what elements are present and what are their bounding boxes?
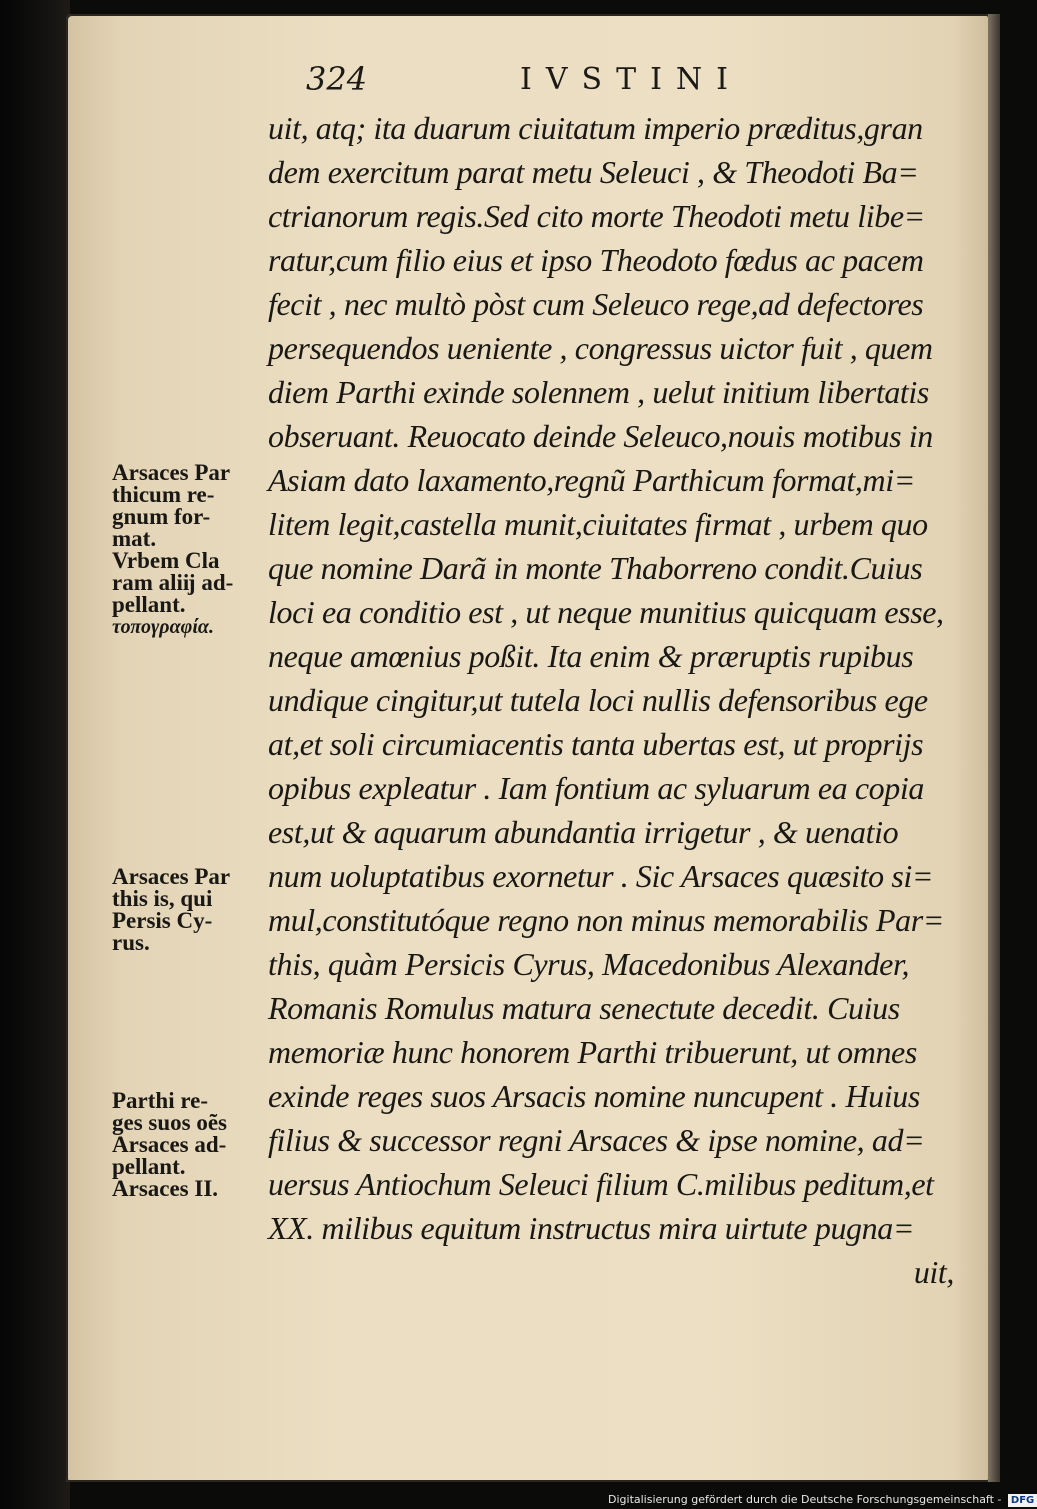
text-line: litem legit,castella munit,ciuitates firmat , urbem quo <box>268 506 928 542</box>
marginal-line: pellant. <box>112 592 186 617</box>
main-text-block <box>268 106 976 1294</box>
marginal-line: ges suos oẽs <box>112 1110 228 1135</box>
text-line: uit, atq; ita duarum ciuitatum imperio præditus,gran <box>268 110 923 146</box>
text-line: loci ea conditio est , ut neque munitius quicquam esse, <box>268 594 944 630</box>
marginal-line: mat. <box>112 526 157 551</box>
marginal-line: pellant. <box>112 1154 186 1179</box>
text-line: Romanis Romulus matura senectute decedit. Cuius <box>268 990 900 1026</box>
text-line: mul,constitutóque regno non minus memorabilis Par= <box>268 902 944 938</box>
text-line: opibus expleatur . Iam fontium ac syluarum ea copia <box>268 770 924 806</box>
marginal-greek-note: τοπογραφία. <box>112 616 214 638</box>
marginal-line: Arsaces Par <box>112 460 231 485</box>
text-line: memoriæ hunc honorem Parthi tribuerunt, ut omnes <box>268 1034 917 1070</box>
page-right-edge <box>988 14 1000 1482</box>
text-line: ratur,cum filio eius et ipso Theodoto fœdus ac pacem <box>268 242 924 278</box>
marginal-note-arsaces-kingdom <box>112 462 270 638</box>
page-header <box>306 60 806 100</box>
running-head: IVSTINI <box>520 62 743 97</box>
scan-left-shadow <box>0 0 70 1509</box>
text-line: at,et soli circumiacentis tanta ubertas est, ut proprijs <box>268 726 924 762</box>
marginal-line: Persis Cy- <box>112 908 213 933</box>
text-line: undique cingitur,ut tutela loci nullis defensoribus ege <box>268 682 928 718</box>
text-line: dem exercitum parat metu Seleuci , & Theodoti Ba= <box>268 154 919 190</box>
page-number: 324 <box>306 60 368 98</box>
marginal-line: Arsaces II. <box>112 1176 219 1201</box>
text-line: filius & successor regni Arsaces & ipse nomine, ad= <box>268 1122 925 1158</box>
marginal-note-arsaces-cyrus <box>112 866 270 954</box>
text-line: num uoluptatibus exornetur . Sic Arsaces quæsito si= <box>268 858 934 894</box>
text-line: obseruant. Reuocato deinde Seleuco,nouis motibus in <box>268 418 933 454</box>
text-line: que nomine Darã in monte Thaborreno condit.Cuius <box>268 550 923 586</box>
text-line: fecit , nec multò pòst cum Seleuco rege,ad defectores <box>268 286 924 322</box>
text-line: persequendos ueniente , congressus uictor fuit , quem <box>268 330 933 366</box>
marginal-note-parthian-kings <box>112 1090 270 1200</box>
text-line: est,ut & aquarum abundantia irrigetur , & uenatio <box>268 814 899 850</box>
credit-text: Digitalisierung gefördert durch die Deutsche Forschungsgemeinschaft - <box>608 1493 1002 1506</box>
text-line-catchword: uit, <box>913 1254 954 1290</box>
text-line: XX. milibus equitum instructus mira uirtute pugna= <box>268 1210 915 1246</box>
marginal-line: Arsaces ad- <box>112 1132 227 1157</box>
text-line: uersus Antiochum Seleuci filium C.milibus peditum,et <box>268 1166 934 1202</box>
text-line: exinde reges suos Arsacis nomine nuncupent . Huius <box>268 1078 920 1114</box>
marginal-line: Arsaces Par <box>112 864 231 889</box>
marginal-line: gnum for- <box>112 504 211 529</box>
marginal-line: rus. <box>112 930 150 955</box>
marginal-line: Parthi re- <box>112 1088 209 1113</box>
text-line: Asiam dato laxamento,regnũ Parthicum format,mi= <box>268 462 915 498</box>
marginal-line: ram aliĳ ad- <box>112 570 234 595</box>
digitization-credit <box>608 1490 1035 1509</box>
dfg-logo: DFG <box>1008 1494 1037 1507</box>
marginal-line: Vrbem Cla <box>112 548 220 573</box>
text-line: diem Parthi exinde solennem , uelut initium libertatis <box>268 374 929 410</box>
marginal-line: thicum re- <box>112 482 215 507</box>
text-line: ctrianorum regis.Sed cito morte Theodoti metu libe= <box>268 198 925 234</box>
marginal-line: this is, qui <box>112 886 213 911</box>
text-line: this, quàm Persicis Cyrus, Macedonibus Alexander, <box>268 946 910 982</box>
text-line: neque amœnius poßit. Ita enim & præruptis rupibus <box>268 638 914 674</box>
